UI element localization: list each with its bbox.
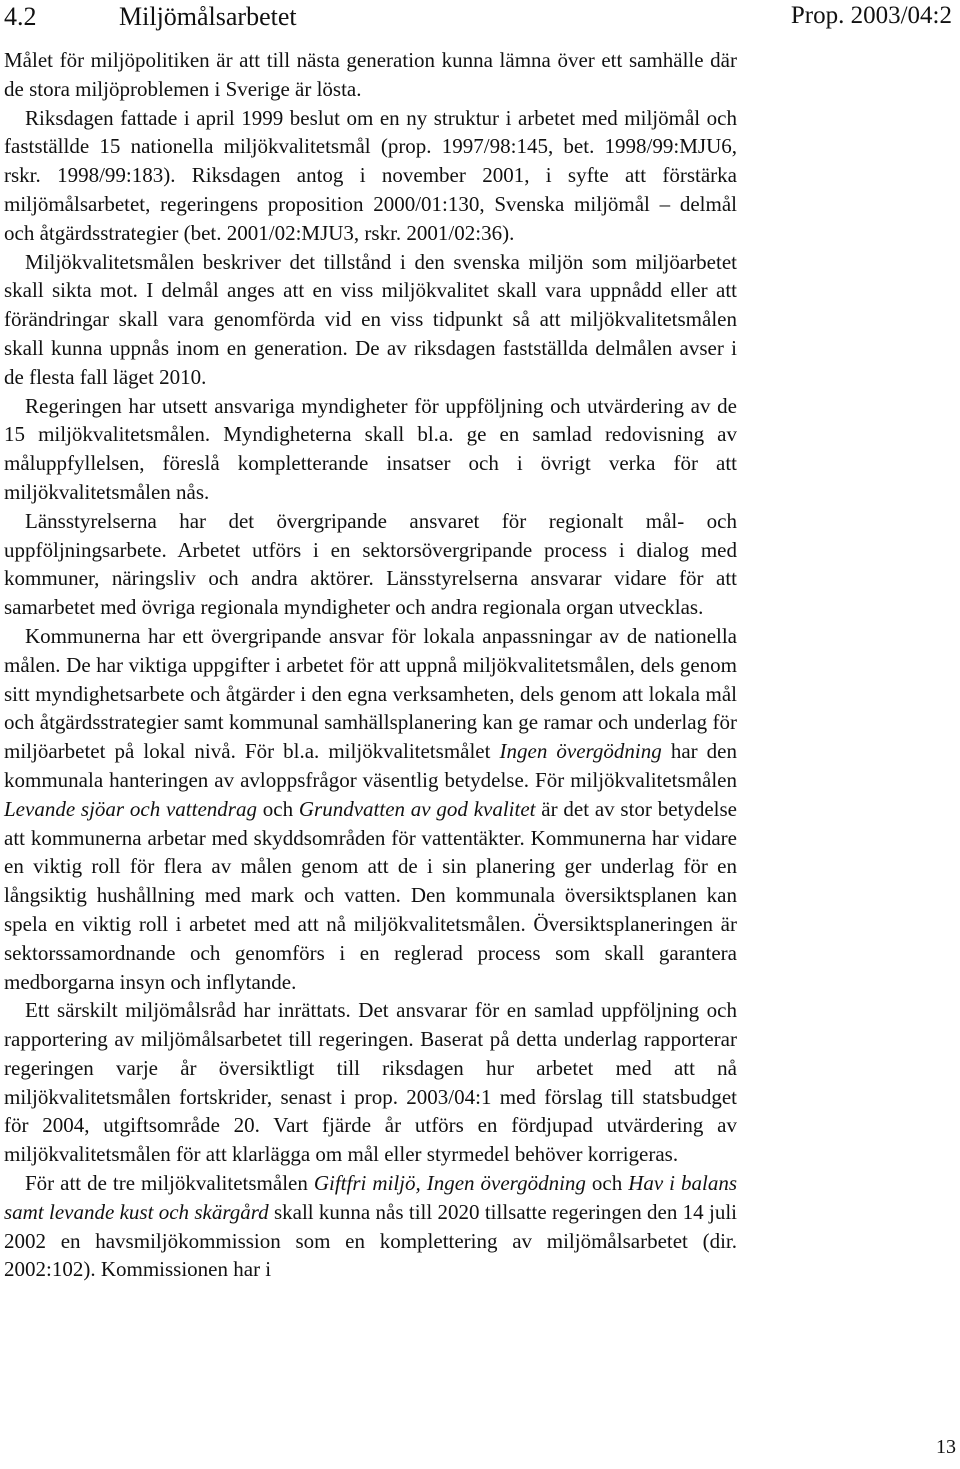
page-header — [4, 0, 956, 36]
paragraph-3: Miljökvalitetsmålen beskriver det tillstånd i den svenska miljön som miljöarbetet skall sikta mot. I delmål anges att en viss miljökvalitet skall vara uppnådd eller att förändringar skall vara genomförda vid en viss tidpunkt så att miljökvalitetsmålen skall kunna uppnås inom en generation. De av riksdagen fastställda delmålen avser i de flesta fall läget 2010. — [4, 249, 737, 389]
paragraph-4: Regeringen har utsett ansvariga myndigheter för uppföljning och utvärdering av de 15 miljökvalitetsmålen. Myndigheterna skall bl.a. ge en samlad redovisning av måluppfyllelsen, föreslå kompletterande insatser och i övrigt verka för att miljökvalitetsmålen nås. — [4, 393, 737, 504]
body-text — [4, 46, 737, 1284]
section-title: Miljömålsarbetet — [119, 2, 297, 31]
text-run: och — [585, 1171, 629, 1196]
paragraph-8 — [4, 1169, 737, 1284]
text-run: är det av stor betydelse att kommunerna arbetar med skyddsområden för vattentäkter. Kommunerna har vidare en viktig roll för flera av målen genom att de i sin planering ger underlag för en långsiktig hushållning med mark och vatten. Den kommunala översiktsplanen kan spela en viktig roll i arbetet med att nå miljökvalitetsmålen. Översiktsplaneringen är sektorssamordnande och genomförs i en reglerad process som skall garantera medborgarna insyn och inflytande. — [4, 796, 738, 994]
paragraph-1: Målet för miljöpolitiken är att till nästa generation kunna lämna över ett samhälle där de stora miljöproblemen i Sverige är lösta. — [4, 48, 737, 101]
proposition-reference: Prop. 2003/04:2 — [790, 2, 952, 29]
text-run: och — [256, 796, 299, 821]
paragraph-5: Länsstyrelserna har det övergripande ansvaret för regionalt mål- och uppföljningsarbete. Arbetet utförs i en sektorsövergripande process i dialog med kommuner, näringsliv och andra aktörer. Länsstyrelserna ansvarar vidare för att samarbetet med övriga regionala myndigheter och andra regionala organ utvecklas. — [4, 508, 737, 620]
goal-name-italic: Giftfri miljö, Ingen övergödning — [313, 1171, 586, 1196]
text-run: Kommunerna har ett övergripande ansvar för lokala anpassningar av de nationella målen. De har viktiga uppgifter i arbetet för att uppnå miljökvalitetsmålen, dels genom sitt myndighetsarbete och åtgärder i den egna verksamheten, dels genom att lokala mål och åtgärdsstrategier samt kommunal samhällsplanering kan ge ramar och underlag för miljöarbetet på lokal nivå. För bl.a. miljökvalitetsmålet — [4, 623, 737, 764]
goal-name-italic: Levande sjöar och vattendrag — [4, 796, 257, 821]
paragraph-7: Ett särskilt miljömålsråd har inrättats. Det ansvarar för en samlad uppföljning och rapportering av miljömålsarbetet till regeringen. Baserat på detta underlag rapporterar regeringen varje år översiktligt till riksdagen hur arbetet med att nå miljökvalitetsmålen fortskrider, senast i prop. 2003/04:1 med förslag till statsbudget för 2004, utgiftsområde 20. Vart fjärde år utförs en fördjupad utvärdering av miljökvalitetsmålen för att klarlägga om mål eller styrmedel behöver korrigeras. — [4, 998, 737, 1167]
paragraph-2: Riksdagen fattade i april 1999 beslut om en ny struktur i arbetet med miljömål och fastställde 15 nationella miljökvalitetsmål (prop. 1997/98:145, bet. 1998/99:MJU6, rskr. 1998/99:183). Riksdagen antog i november 2001, i syfte att förstärka miljömålsarbetet, regeringens proposition 2000/01:130, Svenska miljömål – delmål och åtgärdsstrategier (bet. 2001/02:MJU3, rskr. 2001/02:36). — [4, 105, 737, 245]
goal-name-italic: Ingen övergödning — [499, 739, 662, 764]
text-run: För att de tre miljökvalitetsmålen — [25, 1171, 314, 1196]
page-number: 13 — [936, 1436, 956, 1458]
text-run: har den kommunala hanteringen av avloppsfrågor väsentlig betydelse. För miljökvalitetsmålen — [4, 739, 738, 792]
section-number: 4.2 — [4, 2, 37, 31]
text-run: skall kunna nås till 2020 tillsatte regeringen den 14 juli 2002 en havsmiljökommission som en komplettering av miljömålsarbetet (dir. 2002:102). Kommissionen har i — [4, 1199, 737, 1282]
goal-name-italic: Hav i balans samt levande kust och skärgård — [4, 1171, 737, 1224]
paragraph-6 — [4, 622, 737, 996]
goal-name-italic: Grundvatten av god kvalitet — [298, 796, 536, 821]
